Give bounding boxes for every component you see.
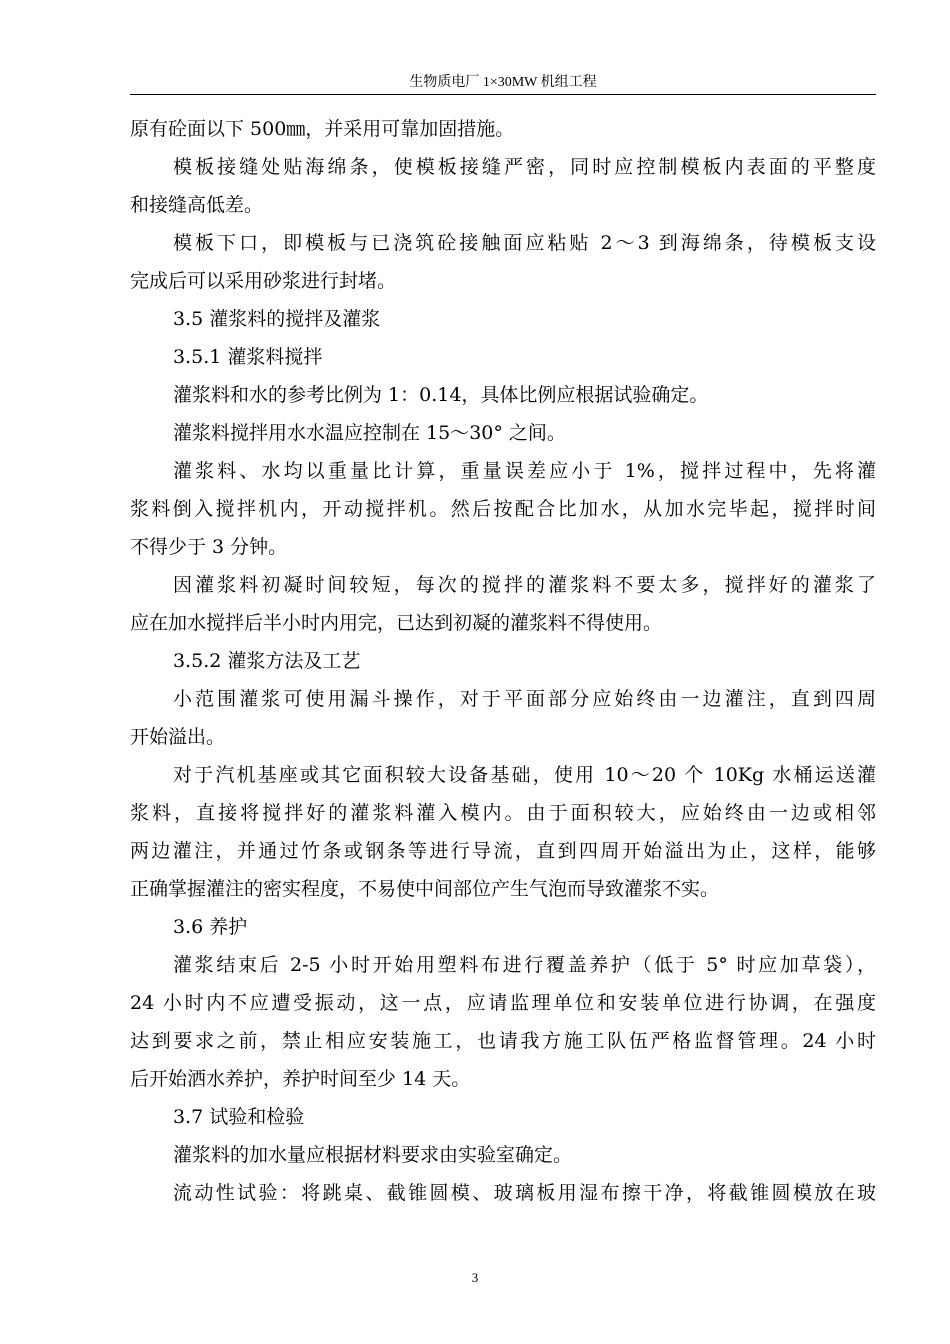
paragraph-line: 灌浆料、水均以重量比计算，重量误差应小于 1%，搅拌过程中，先将灌 — [173, 460, 876, 482]
paragraph-line: 对于汽机基座或其它面积较大设备基础，使用 10～20 个 10Kg 水桶运送灌 — [173, 764, 876, 786]
paragraph-line: 完成后可以采用砂浆进行封堵。 — [130, 270, 397, 292]
paragraph-line: 灌浆结束后 2-5 小时开始用塑料布进行覆盖养护（低于 5° 时应加草袋）， — [173, 954, 876, 976]
section-heading: 3.7 试验和检验 — [173, 1106, 305, 1128]
paragraph-line: 灌浆料的加水量应根据材料要求由实验室确定。 — [173, 1144, 573, 1166]
paragraph-line: 开始溢出。 — [130, 726, 226, 748]
paragraph-line: 不得少于 3 分钟。 — [130, 536, 288, 558]
paragraph-line: 因灌浆料初凝时间较短，每次的搅拌的灌浆料不要太多，搅拌好的灌浆了 — [173, 574, 876, 596]
paragraph-line: 和接缝高低差。 — [130, 194, 264, 216]
subsection-heading: 3.5.1 灌浆料搅拌 — [173, 346, 323, 368]
paragraph-line: 正确掌握灌注的密实程度，不易使中间部位产生气泡而导致灌浆不实。 — [130, 878, 720, 900]
paragraph-line: 流动性试验：将跳桌、截锥圆模、玻璃板用湿布擦干净，将截锥圆模放在玻 — [173, 1182, 876, 1204]
subsection-heading: 3.5.2 灌浆方法及工艺 — [173, 650, 361, 672]
paragraph-line: 灌浆料搅拌用水水温应控制在 15～30° 之间。 — [173, 422, 566, 444]
paragraph-line: 模板下口，即模板与已浇筑砼接触面应粘贴 2～3 到海绵条，待模板支设 — [173, 232, 876, 254]
document-body — [130, 110, 876, 1212]
paragraph-line: 原有砼面以下 500㎜，并采用可靠加固措施。 — [130, 118, 515, 140]
paragraph-line: 后开始洒水养护，养护时间至少 14 天。 — [130, 1068, 471, 1090]
page-header: 生物质电厂 1×30MW 机组工程 — [130, 72, 876, 95]
section-heading: 3.5 灌浆料的搅拌及灌浆 — [173, 308, 381, 330]
paragraph-line: 灌浆料和水的参考比例为 1：0.14，具体比例应根据试验确定。 — [173, 384, 709, 406]
section-heading: 3.6 养护 — [173, 916, 248, 938]
page-number: 3 — [471, 1270, 479, 1285]
paragraph-line: 应在加水搅拌后半小时内用完，已达到初凝的灌浆料不得使用。 — [130, 612, 663, 634]
paragraph-line: 浆料倒入搅拌机内，开动搅拌机。然后按配合比加水，从加水完毕起，搅拌时间 — [130, 498, 876, 520]
paragraph-line: 两边灌注，并通过竹条或钢条等进行导流，直到四周开始溢出为止，这样，能够 — [130, 840, 876, 862]
paragraph-line: 达到要求之前，禁止相应安装施工，也请我方施工队伍严格监督管理。24 小时 — [130, 1030, 876, 1052]
paragraph-line: 24 小时内不应遭受振动，这一点，应请监理单位和安装单位进行协调，在强度 — [130, 992, 876, 1014]
paragraph-line: 浆料，直接将搅拌好的灌浆料灌入模内。由于面积较大，应始终由一边或相邻 — [130, 802, 876, 824]
paragraph-line: 小范围灌浆可使用漏斗操作，对于平面部分应始终由一边灌注，直到四周 — [173, 688, 876, 710]
paragraph-line: 模板接缝处贴海绵条，使模板接缝严密，同时应控制模板内表面的平整度 — [173, 156, 876, 178]
